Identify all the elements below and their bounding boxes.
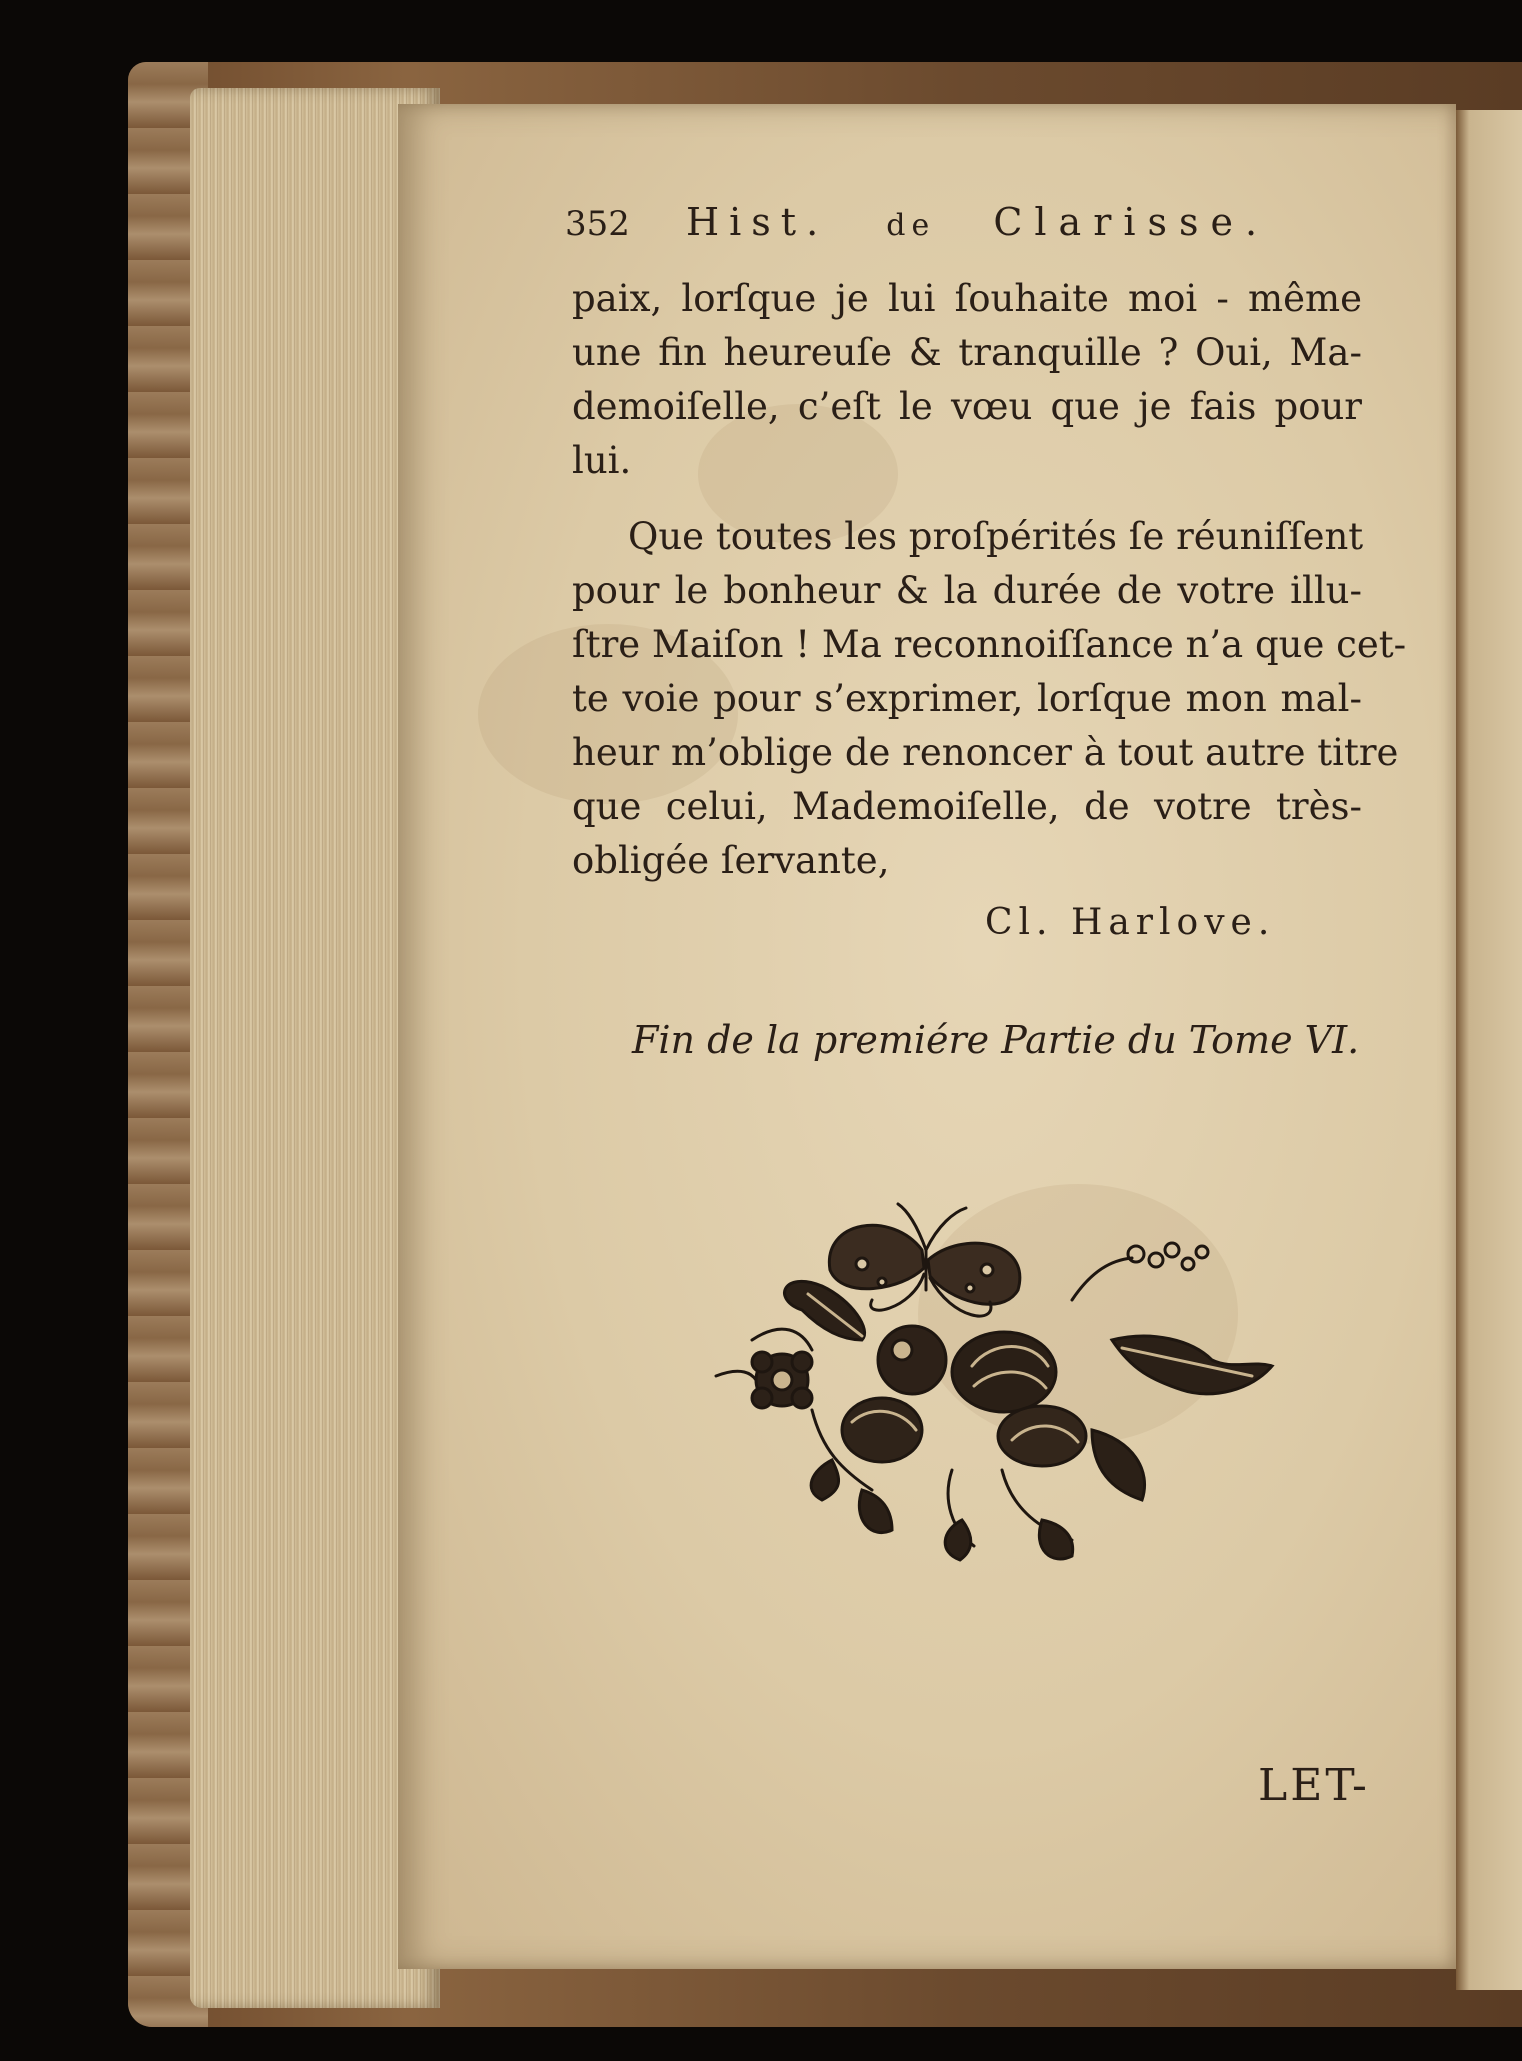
- running-title-de: de: [886, 208, 936, 243]
- fruit-cluster-icon: [842, 1326, 1086, 1466]
- text-line: paix, lorſque je lui ſouhaite moi - même: [572, 277, 1362, 320]
- running-title-clarisse: Clarisse.: [993, 200, 1270, 244]
- running-head: [565, 200, 1269, 244]
- catchword: LET-: [1258, 1760, 1370, 1811]
- text-line: pour le bonheur & la durée de votre illu-: [572, 569, 1362, 612]
- running-title-hist: Hist.: [686, 200, 829, 244]
- text-line: obligée ſervante,: [572, 839, 890, 882]
- text-line: heur m’oblige de renoncer à tout autre titre: [572, 731, 1399, 774]
- text-line: que celui, Mademoiſelle, de votre très-: [572, 785, 1362, 828]
- text-line: te voie pour s’exprimer, lorſque mon mal-: [572, 677, 1362, 720]
- butterfly-fruit-woodcut-icon: [712, 1190, 1284, 1570]
- facing-page-edge: [1456, 110, 1522, 1990]
- butterfly-icon: [829, 1204, 1019, 1316]
- text-line: Que toutes les proſpérités ſe réuniſſent: [628, 515, 1364, 558]
- end-note: Fin de la premiére Partie du Tome VI.: [632, 1018, 1360, 1062]
- text-line: une fin heureuſe & tranquille ? Oui, Ma-: [572, 331, 1362, 374]
- letter-body: [572, 272, 1407, 888]
- text-line: ſtre Maiſon ! Ma reconnoiſſance n’a que cet-: [572, 623, 1407, 666]
- text-line: demoiſelle, c’eſt le vœu que je fais pour: [572, 385, 1362, 428]
- text-line: lui.: [572, 439, 632, 482]
- page-number: 352: [565, 204, 630, 244]
- signature: Cl. Harlove.: [985, 902, 1276, 943]
